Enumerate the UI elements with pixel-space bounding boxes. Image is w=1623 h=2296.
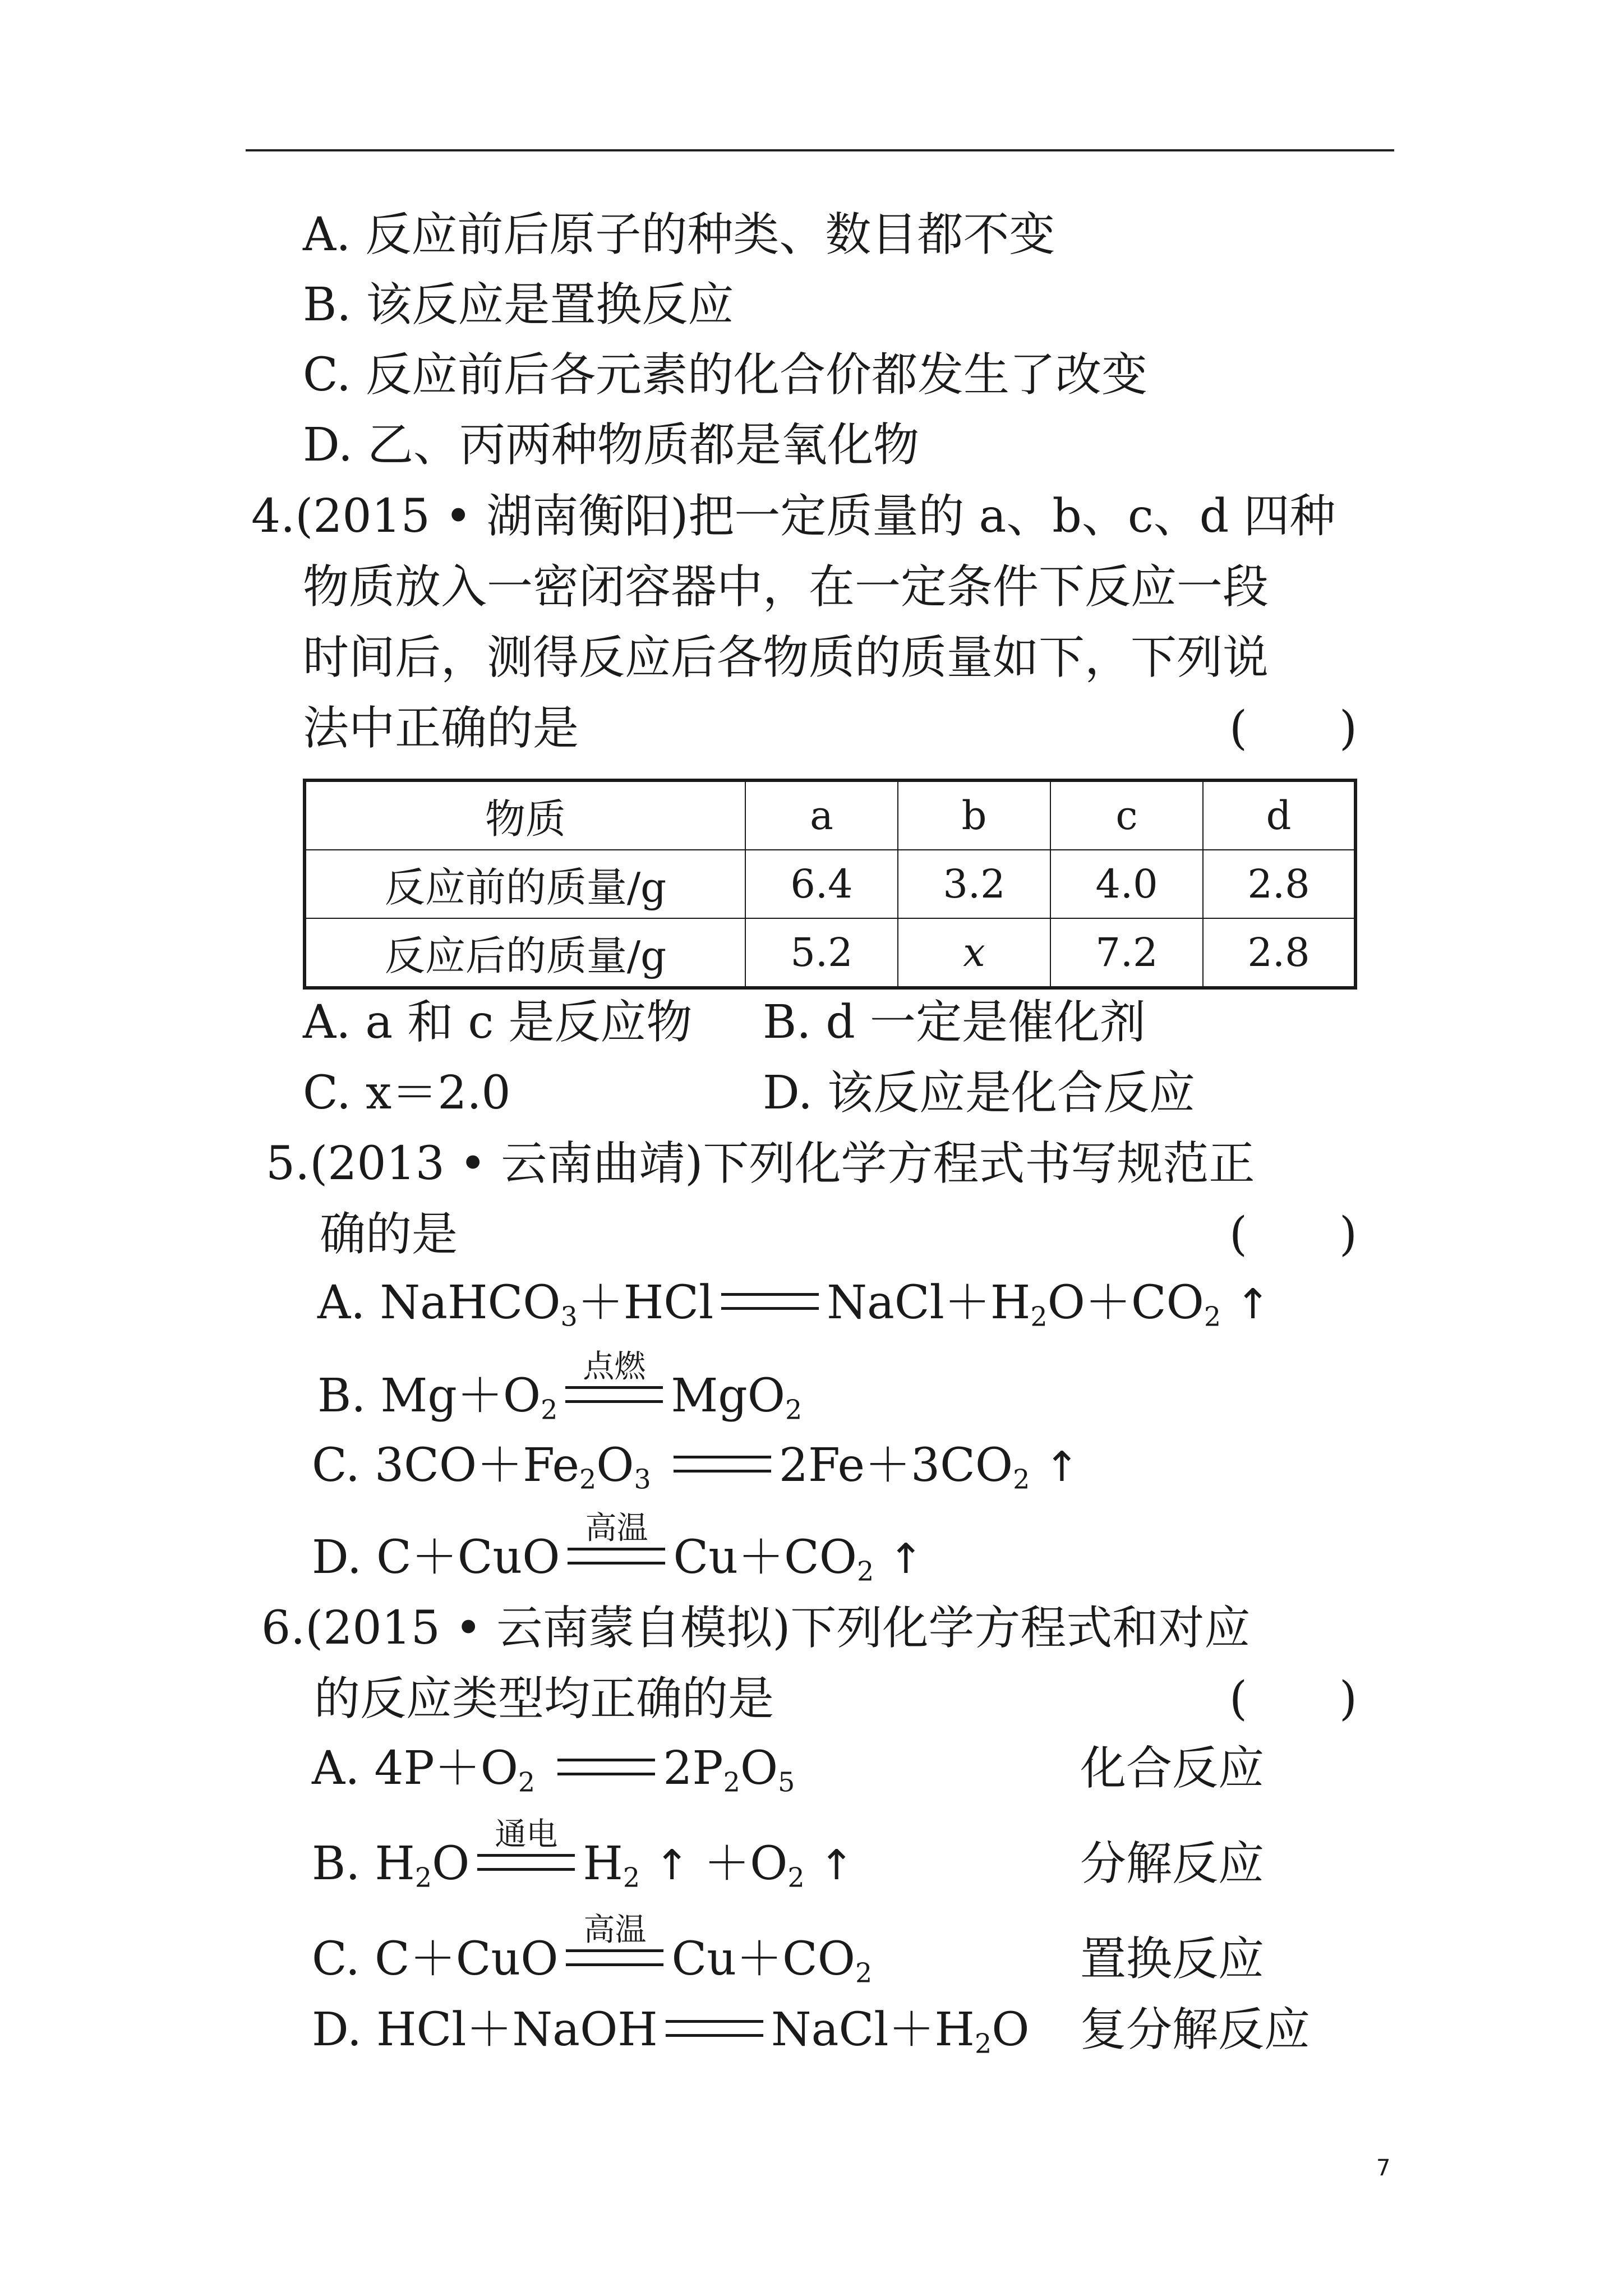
q3-option-a: A. 反应前后原子的种类、数目都不变 — [303, 208, 1055, 261]
equals-sign — [553, 1759, 660, 1775]
q6-option-a-type: 化合反应 — [1080, 1742, 1265, 1795]
equals-sign — [473, 1816, 579, 1871]
q6-option-d: D. HCl＋NaOH $NaCl+H_2O$ — [312, 2003, 1030, 2060]
q4-stem-line1: 4.(2015 • 湖南衡阳)把一定质量的 a、b、c、d 四种 — [251, 490, 1336, 543]
equals-sign — [661, 2020, 768, 2037]
table-cell: 3.2 — [898, 850, 1050, 918]
q4-stem-line3: 时间后，测得反应后各物质的质量如下，下列说 — [303, 631, 1269, 684]
equals-sign — [717, 1293, 823, 1310]
table-header-row — [305, 780, 1355, 850]
gas-arrow-icon: ↑ — [888, 1535, 924, 1583]
table-row — [305, 918, 1355, 988]
q6-option-d-type: 复分解反应 — [1080, 2003, 1311, 2056]
q6-option-a-label: A. 4P＋O — [312, 1742, 518, 1795]
reaction-condition: 点燃 — [583, 1349, 646, 1386]
table-header-cell: b — [898, 780, 1050, 850]
table-cell: 4.0 — [1050, 850, 1203, 918]
q4-stem-line4: 法中正确的是 — [303, 702, 579, 755]
table-header-cell: c — [1050, 780, 1203, 850]
reaction-condition: 通电 — [495, 1816, 558, 1853]
q5-option-a-label: A. NaHCO — [317, 1276, 561, 1329]
table-cell: 反应前的质量/g — [305, 850, 745, 918]
q4-stem-line2: 物质放入一密闭容器中，在一定条件下反应一段 — [303, 560, 1269, 614]
table-cell: 2.8 — [1203, 850, 1355, 918]
q5-option-c-label: C. 3CO＋Fe — [312, 1439, 580, 1492]
q6-option-b: B. $H_2O$ 通电 $H_2$ ↑ $+O_2$ ↑ — [312, 1816, 854, 1894]
gas-arrow-icon: ↑ — [1235, 1280, 1270, 1328]
q3-option-b: B. 该反应是置换反应 — [303, 278, 734, 332]
q4-option-b: B. d 一定是催化剂 — [763, 996, 1146, 1049]
q6-option-c-label: C. C＋CuO — [312, 1932, 559, 1986]
q5-stem-line2: 确的是 — [320, 1208, 458, 1261]
reaction-condition: 高温 — [583, 1912, 647, 1949]
q3-option-c: C. 反应前后各元素的化合价都发生了改变 — [303, 348, 1147, 402]
q6-option-b-label: B. H — [312, 1837, 415, 1890]
table-cell: 反应后的质量/g — [305, 918, 745, 988]
equals-sign — [563, 1510, 670, 1565]
table-header-cell: d — [1203, 780, 1355, 850]
equals-sign — [669, 1456, 776, 1473]
q6-stem-line1: 6.(2015 • 云南蒙自模拟)下列化学方程式和对应 — [261, 1602, 1251, 1655]
page-number: 7 — [1376, 2155, 1391, 2181]
q5-answer-blank: ( ) — [1229, 1208, 1357, 1261]
table-row — [305, 850, 1355, 918]
q4-option-a: A. a 和 c 是反应物 — [303, 996, 693, 1049]
gas-arrow-icon: ↑ — [819, 1841, 854, 1889]
table-cell: 7.2 — [1050, 918, 1203, 988]
q4-option-c: C. x＝2.0 — [303, 1066, 511, 1120]
table-cell: x — [898, 918, 1050, 988]
q6-option-c: C. C＋CuO 高温 $Cu+CO_2$ — [312, 1912, 873, 1989]
q6-option-c-type: 置换反应 — [1080, 1932, 1265, 1986]
table-cell: 6.4 — [745, 850, 898, 918]
q5-option-a: A. NaHCO$_3$＋HCl $NaCl+H_2O+CO_2$ ↑ — [317, 1276, 1270, 1333]
q5-stem-line1: 5.(2013 • 云南曲靖)下列化学方程式书写规范正 — [266, 1137, 1255, 1190]
q5-option-d-label: D. C＋CuO — [312, 1531, 560, 1584]
q5-option-c: C. $3CO+Fe_2O_3$ $2Fe+3CO_2$ ↑ — [312, 1439, 1080, 1496]
gas-arrow-icon: ↑ — [1044, 1443, 1080, 1491]
gas-arrow-icon: ↑ — [654, 1841, 690, 1889]
q6-option-b-type: 分解反应 — [1080, 1837, 1265, 1890]
reaction-condition: 高温 — [585, 1510, 648, 1547]
q6-stem-line2: 的反应类型均正确的是 — [314, 1672, 774, 1726]
table-header-cell: a — [745, 780, 898, 850]
q3-option-d: D. 乙、丙两种物质都是氧化物 — [303, 418, 919, 472]
q5-option-b: B. $Mg+O_2$ 点燃 MgO$_2$ — [317, 1349, 803, 1426]
q6-option-a: A. $4P+O_2$ $2P_2O_5$ — [312, 1742, 795, 1798]
table-cell: 5.2 — [745, 918, 898, 988]
q6-answer-blank: ( ) — [1229, 1672, 1357, 1726]
equals-sign — [561, 1349, 667, 1403]
q4-mass-table — [303, 779, 1357, 990]
equals-sign — [561, 1912, 668, 1966]
q4-option-d: D. 该反应是化合反应 — [763, 1066, 1195, 1120]
table-cell: 2.8 — [1203, 918, 1355, 988]
table-header-cell: 物质 — [305, 780, 745, 850]
header-rule — [246, 149, 1394, 151]
q6-option-d-label: D. HCl＋NaOH — [312, 2003, 658, 2056]
q5-option-b-label: B. Mg＋O — [317, 1369, 541, 1423]
q5-option-d: D. C＋CuO 高温 $Cu+CO_2$ ↑ — [312, 1510, 924, 1588]
q4-answer-blank: ( ) — [1229, 702, 1357, 755]
